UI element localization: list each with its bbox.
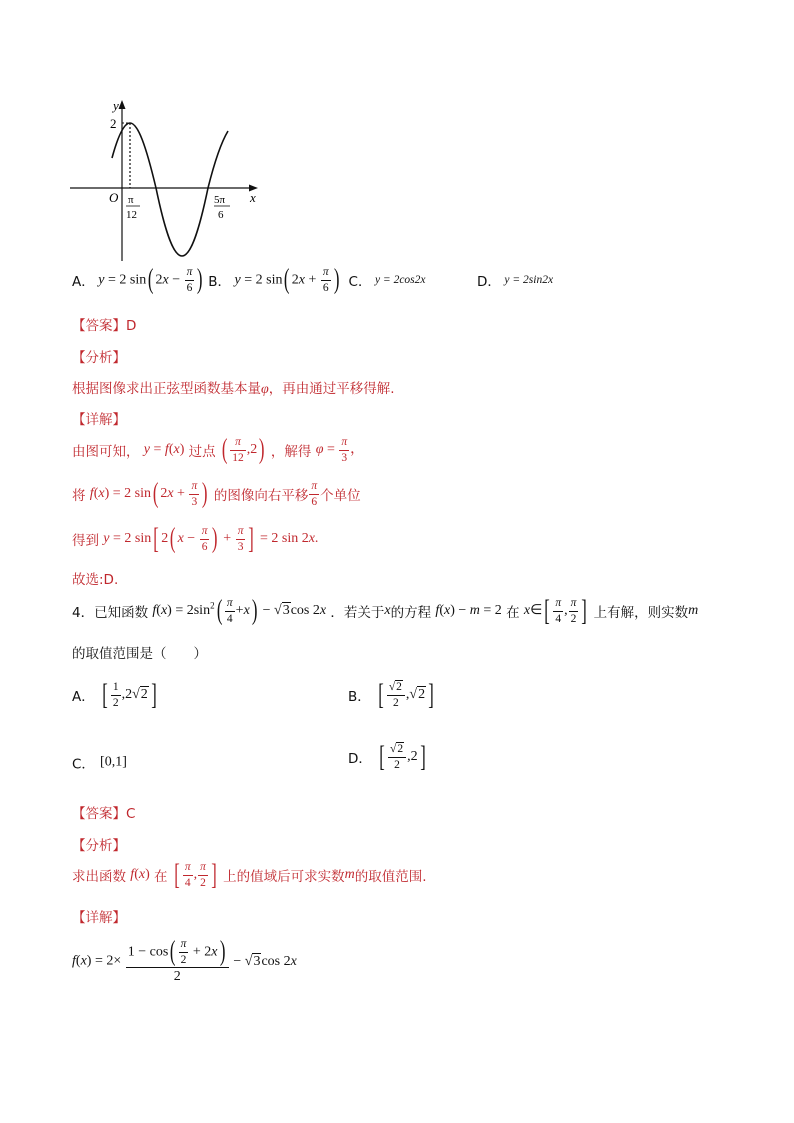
sine-curve <box>112 123 228 256</box>
q3-option-d-label[interactable]: D． <box>477 274 501 291</box>
q3-detail-label: 【详解】 <box>72 412 126 428</box>
q3-option-d[interactable]: y = 2sin2x <box>504 274 554 287</box>
q3-answer-label: 【答案】 <box>72 318 126 334</box>
x-axis-label: x <box>250 190 256 205</box>
q4-option-c[interactable]: C． [0,1] <box>72 754 127 773</box>
x-tick1-den: 12 <box>126 209 137 221</box>
q4-option-d[interactable]: D． [ $\frac{√2}{2}$ ,2] <box>348 740 426 773</box>
q3-option-a-label[interactable]: A． <box>72 274 95 291</box>
q4-detail-formula: f(x) = 2× 1 − cos( $\frac{\pi}{2}$ + 2x) 2 − √3cos 2x <box>72 936 297 985</box>
q3-detail-line2: 将 f(x) = 2 sin( 2x + $\frac{\pi}{3}$ ) 的图像向右平移 $\frac{\pi}{6}$ 个单位 <box>72 478 361 510</box>
y-axis-arrow <box>119 100 126 109</box>
phi-symbol: φ <box>261 382 269 397</box>
x-tick2-den: 6 <box>218 209 224 221</box>
q3-option-c[interactable]: y = 2cos2x <box>374 274 426 287</box>
q3-conclusion: 故选:D. <box>72 572 119 588</box>
q3-detail-line3: 得到 y = 2 sin[ 2( x − $\frac{\pi}{6}$ ) + $\frac{\pi}{3}$ ] = 2 sin 2x. <box>72 522 319 555</box>
q4-stem-line2: 的取值范围是（ ） <box>72 646 207 662</box>
q3-analysis-label: 【分析】 <box>72 350 126 366</box>
q4-detail-label: 【详解】 <box>72 910 126 926</box>
q3-option-b[interactable]: y = 2 sin( 2x + $\frac{\pi}{6}$ ) <box>234 264 340 296</box>
q3-detail-line1: 由图可知， y = f(x) 过点 ( $\frac{\pi}{12}$ ,2) ，解得 φ = $\frac{\pi}{3}$ ， <box>72 434 365 466</box>
q4-analysis-label: 【分析】 <box>72 838 126 854</box>
q4-stem-line1: 4．已知函数 $f(x) = 2\sin^2$( $\frac{\pi}{4}$ +x) − √3cos 2x ．若关于x的方程 f(x) − m = 2 在 x∈[ $\frac{\pi}{4}$ , $\frac{\pi}{2}$ ] 上有解，则实数m <box>72 594 699 627</box>
q3-option-a[interactable]: y = 2 sin( 2x − $\frac{\pi}{6}$ ) <box>98 264 203 296</box>
q3-options <box>72 266 712 306</box>
q4-analysis-text: 求出函数 f(x) 在 [ $\frac{\pi}{4}$ , $\frac{\pi}{2}$ ] 上的值域后可求实数m的取值范围. <box>72 858 427 891</box>
q4-option-a[interactable]: A． [ $\frac{1}{2}$ ,2√2 ] <box>72 678 157 711</box>
q4-answer-value: C <box>126 806 136 822</box>
x-tick2-num: 5π <box>214 194 226 206</box>
q3-option-c-label[interactable]: C． <box>348 274 372 291</box>
q4-answer-line: 【答案】C <box>72 806 136 822</box>
y-tick-label: 2 <box>110 116 117 131</box>
y-axis-label: y <box>113 98 119 113</box>
q3-option-b-label[interactable]: B． <box>208 274 232 291</box>
q3-answer-value: D <box>126 318 137 334</box>
x-tick1-num: π <box>128 194 134 206</box>
sine-graph <box>60 96 270 266</box>
origin-label: O <box>109 190 119 205</box>
q3-analysis-text: 根据图像求出正弦型函数基本量φ，再由通过平移得解. <box>72 381 395 397</box>
q4-option-b[interactable]: B． [ $\frac{√2}{2}$ ,√2 ] <box>348 678 434 711</box>
q3-answer-line <box>72 314 136 334</box>
